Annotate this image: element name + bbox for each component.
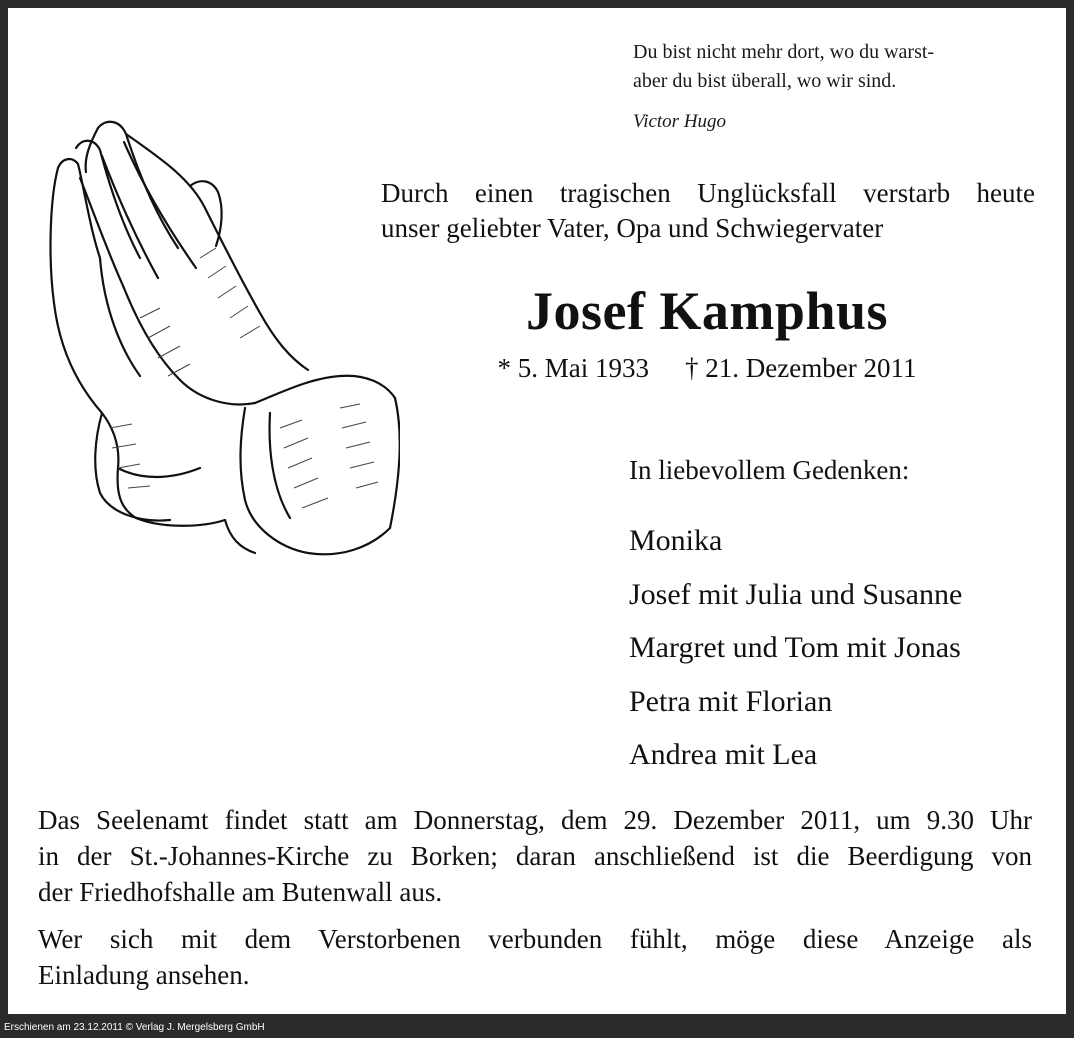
deceased-name: Josef Kamphus <box>525 281 889 341</box>
quote-author: Victor Hugo <box>633 111 727 132</box>
announcement-line-1: Durch einen tragischen Unglücksfall verstarb heute <box>381 178 1035 208</box>
mourners-list <box>629 514 962 782</box>
service-details <box>38 802 1032 910</box>
quote-line-2: aber du bist überall, wo wir sind. <box>633 70 897 92</box>
mourner-item: Josef mit Julia und Susanne <box>629 577 963 611</box>
obituary-notice <box>8 8 1066 1014</box>
mourner-item: Andrea mit Lea <box>629 738 818 771</box>
mourner-item: Petra mit Florian <box>629 684 833 718</box>
mourner-item: Monika <box>629 524 723 557</box>
quote-line-1: Du bist nicht mehr dort, wo du warst- <box>633 41 935 63</box>
invitation-line-1: Wer sich mit dem Verstorbenen verbunden fühlt, möge diese Anzeige als <box>38 924 1032 954</box>
memorial-heading: In liebevollem Gedenken: <box>629 455 910 485</box>
service-line-1: Das Seelenamt findet statt am Donnerstag, dem 29. Dezember 2011, um 9.30 Uhr <box>38 805 1032 835</box>
death-date: † 21. Dezember 2011 <box>685 353 917 383</box>
service-line-2: in der St.-Johannes-Kirche zu Borken; daran anschließend ist die Beerdigung von <box>38 841 1032 871</box>
service-line-3: der Friedhofshalle am Butenwall aus. <box>38 877 443 907</box>
mourner-item: Margret und Tom mit Jonas <box>629 631 961 664</box>
publication-footer: Erschienen am 23.12.2011 © Verlag J. Mergelsberg GmbH <box>4 1022 265 1033</box>
life-dates <box>381 353 1033 384</box>
announcement-line-2: unser geliebter Vater, Opa und Schwiegervater <box>381 213 884 243</box>
epigraph-quote <box>633 38 1053 96</box>
praying-hands-icon <box>40 108 400 568</box>
death-announcement <box>381 176 1035 246</box>
invitation-line-2: Einladung ansehen. <box>38 960 250 990</box>
birth-date: * 5. Mai 1933 <box>497 353 650 383</box>
invitation-text <box>38 921 1032 993</box>
